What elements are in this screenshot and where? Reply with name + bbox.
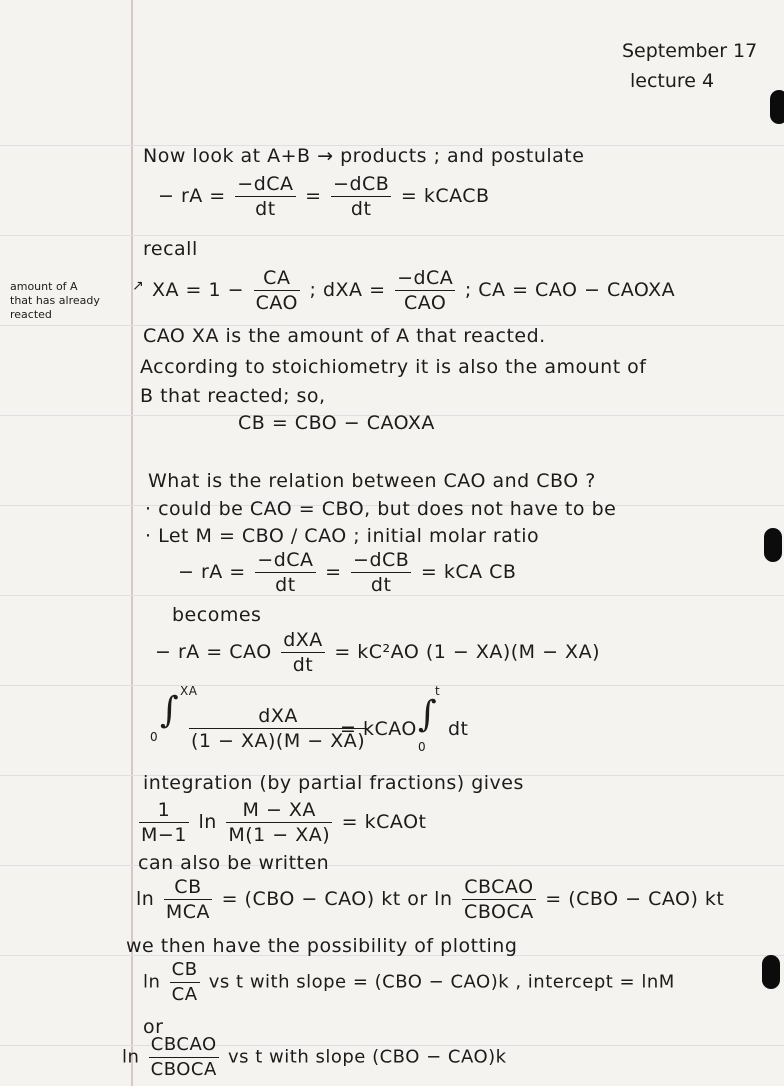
text-line: Now look at A+B → products ; and postulate xyxy=(143,145,585,167)
margin-line xyxy=(131,0,133,1086)
fraction xyxy=(139,798,189,847)
denominator: M(1 − XA) xyxy=(228,824,331,846)
denominator: CAO xyxy=(403,292,447,314)
equation-part: ln xyxy=(191,811,224,833)
text-line: recall xyxy=(143,238,198,260)
equation-line xyxy=(136,875,724,924)
ruled-line xyxy=(0,235,784,236)
numerator: CBCAO xyxy=(149,1033,219,1058)
equation-part: ln xyxy=(136,888,161,910)
ruled-line xyxy=(0,865,784,866)
denominator: CA xyxy=(171,984,198,1005)
equation-part: = kC²AO (1 − XA)(M − XA) xyxy=(327,641,600,663)
numerator: CB xyxy=(170,958,200,983)
text-line: According to stoichiometry it is also the amount of xyxy=(140,356,647,378)
margin-note-line: that has already xyxy=(10,294,100,307)
upper-limit: t xyxy=(435,684,441,698)
fraction xyxy=(254,266,300,315)
denominator: MCA xyxy=(165,901,211,923)
equation-part: ; CA = CAO − CAOXA xyxy=(458,279,676,301)
equation-line xyxy=(158,172,490,221)
equation-part: − rA = xyxy=(158,185,233,207)
equation-line xyxy=(136,798,426,847)
equation-part: − rA = xyxy=(178,561,253,583)
text-line: integration (by partial fractions) gives xyxy=(143,772,524,794)
equation-line xyxy=(178,548,516,597)
text-line: we then have the possibility of plotting xyxy=(126,935,518,957)
equation-part: vs t with slope (CBO − CAO)k xyxy=(221,1046,507,1068)
punch-hole xyxy=(762,955,780,989)
fraction xyxy=(331,172,391,221)
numerator: 1 xyxy=(139,798,189,823)
equation-line xyxy=(155,628,600,677)
text-line: · could be CAO = CBO, but does not have to be xyxy=(145,498,617,520)
equation-part: − rA = CAO xyxy=(155,641,279,663)
denominator: dt xyxy=(292,654,314,676)
equation-part: XA = 1 − xyxy=(152,279,251,301)
text-line: · Let M = CBO / CAO ; initial molar ratio xyxy=(145,525,540,547)
numerator: −dCB xyxy=(333,173,390,195)
numerator: CBCAO xyxy=(462,875,536,900)
lecture-heading: lecture 4 xyxy=(630,70,715,92)
punch-hole xyxy=(770,90,784,124)
numerator: M − XA xyxy=(226,798,332,823)
numerator: −dCA xyxy=(397,267,454,289)
fraction xyxy=(235,172,295,221)
text-line: What is the relation between CAO and CBO ? xyxy=(148,470,596,492)
text-line: can also be written xyxy=(138,852,330,874)
equation-part: = (CBO − CAO) kt or ln xyxy=(215,888,460,910)
equation-part: ln xyxy=(122,1046,146,1068)
fraction xyxy=(395,266,455,315)
equation-part: = (CBO − CAO) kt xyxy=(538,888,725,910)
upper-limit: XA xyxy=(180,684,198,698)
equation-line xyxy=(152,266,675,315)
fraction xyxy=(351,548,411,597)
numerator: CA xyxy=(254,266,300,291)
equation-line xyxy=(143,958,675,1007)
equation-part: = kCAOt xyxy=(335,811,427,833)
fraction xyxy=(462,875,536,924)
equation-part: = kCACB xyxy=(394,185,490,207)
text-line: B that reacted; so, xyxy=(140,385,326,407)
fraction xyxy=(226,798,332,847)
arrow-icon: ↗ xyxy=(132,278,144,294)
fraction xyxy=(164,875,212,924)
lower-limit: 0 xyxy=(150,730,159,744)
lower-limit: 0 xyxy=(418,740,427,754)
fraction xyxy=(255,548,315,597)
numerator: CB xyxy=(164,875,212,900)
equation-part: ; dXA = xyxy=(303,279,393,301)
numerator: dXA xyxy=(283,629,323,651)
equation-part: ln xyxy=(143,971,167,993)
denominator: dt xyxy=(370,574,392,596)
denominator: dt xyxy=(255,198,276,220)
equation-part: = kCA CB xyxy=(414,561,517,583)
numerator: −dCA xyxy=(257,549,314,571)
integral-sign: ∫ xyxy=(160,690,180,731)
text-line: becomes xyxy=(172,604,262,626)
equation-line: CB = CBO − CAOXA xyxy=(238,412,435,434)
text-line: CAO XA is the amount of A that reacted. xyxy=(143,325,546,347)
numerator: −dCA xyxy=(237,173,294,195)
date-heading: September 17 xyxy=(622,40,758,62)
denominator: M−1 xyxy=(141,824,187,846)
numerator: dXA xyxy=(189,704,367,729)
integral-sign: ∫ xyxy=(418,694,438,735)
text-line: or xyxy=(143,1016,164,1038)
equation-part: = kCAO xyxy=(340,718,417,740)
margin-note-line: amount of A xyxy=(10,280,78,293)
punch-hole xyxy=(764,528,782,562)
fraction xyxy=(281,628,325,677)
equation-part: vs t with slope = (CBO − CAO)k , intercept = lnM xyxy=(202,971,675,993)
integral-equation xyxy=(150,684,510,760)
equation-part: = xyxy=(298,185,329,207)
margin-note-line: reacted xyxy=(10,308,52,321)
denominator: (1 − XA)(M − XA) xyxy=(191,730,366,752)
denominator: CAO xyxy=(255,292,298,314)
denominator: dt xyxy=(275,574,296,596)
ruled-line xyxy=(0,685,784,686)
denominator: dt xyxy=(350,198,372,220)
numerator: −dCB xyxy=(353,549,410,571)
denominator: CBOCA xyxy=(150,1059,217,1080)
equation-part: dt xyxy=(448,718,469,740)
fraction xyxy=(170,958,200,1007)
equation-line xyxy=(122,1033,507,1082)
margin-note xyxy=(10,280,130,322)
denominator: CBOCA xyxy=(464,901,534,923)
equation-part: = xyxy=(318,561,349,583)
fraction xyxy=(149,1033,219,1082)
